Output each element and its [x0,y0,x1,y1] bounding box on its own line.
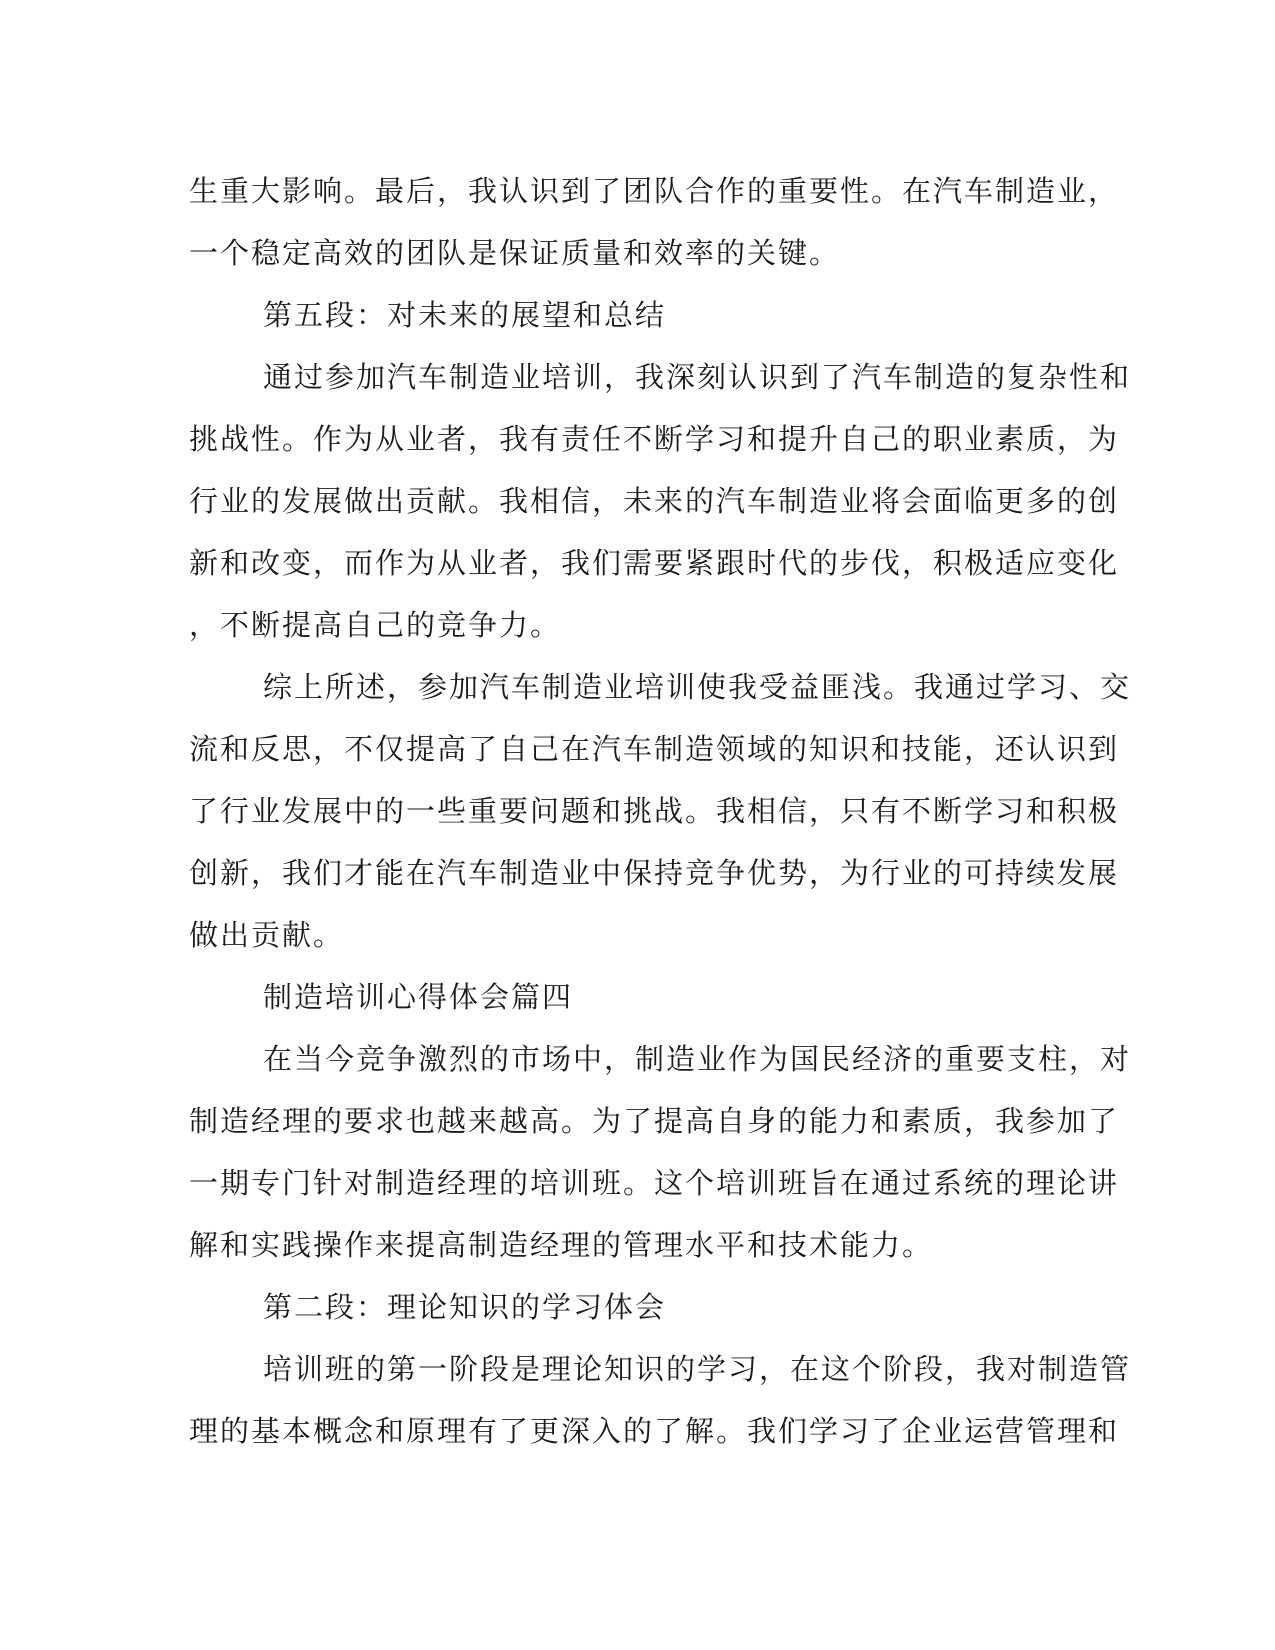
text-line: 挑战性。作为从业者，我有责任不断学习和提升自己的职业素质，为 [189,422,1120,456]
text-line: ，不断提高自己的竞争力。 [189,608,562,642]
text-line: 生重大影响。最后，我认识到了团队合作的重要性。在汽车制造业， [189,174,1120,208]
text-line: 新和改变，而作为从业者，我们需要紧跟时代的步伐，积极适应变化 [189,546,1120,580]
text-line: 创新，我们才能在汽车制造业中保持竞争优势，为行业的可持续发展 [189,856,1120,890]
text-line: 了行业发展中的一些重要问题和挑战。我相信，只有不断学习和积极 [189,794,1120,828]
section-heading: 第五段：对未来的展望和总结 [263,298,667,332]
text-line: 一个稳定高效的团队是保证质量和效率的关键。 [189,236,841,270]
text-line: 一期专门针对制造经理的培训班。这个培训班旨在通过系统的理论讲 [189,1166,1120,1200]
text-line: 制造经理的要求也越来越高。为了提高自身的能力和素质，我参加了 [189,1104,1120,1138]
text-line: 理的基本概念和原理有了更深入的了解。我们学习了企业运营管理和 [189,1414,1120,1448]
text-line: 在当今竞争激烈的市场中，制造业作为国民经济的重要支柱，对 [263,1042,1132,1076]
document-body [189,160,1132,1462]
article-title: 制造培训心得体会篇四 [263,980,574,1014]
text-line: 行业的发展做出贡献。我相信，未来的汽车制造业将会面临更多的创 [189,484,1120,518]
text-line: 流和反思，不仅提高了自己在汽车制造领域的知识和技能，还认识到 [189,732,1120,766]
text-line: 培训班的第一阶段是理论知识的学习，在这个阶段，我对制造管 [263,1352,1132,1386]
text-line: 综上所述，参加汽车制造业培训使我受益匪浅。我通过学习、交 [263,670,1132,704]
text-line: 解和实践操作来提高制造经理的管理水平和技术能力。 [189,1228,934,1262]
section-heading: 第二段：理论知识的学习体会 [263,1290,667,1324]
text-line: 通过参加汽车制造业培训，我深刻认识到了汽车制造的复杂性和 [263,360,1132,394]
text-line: 做出贡献。 [189,918,345,952]
